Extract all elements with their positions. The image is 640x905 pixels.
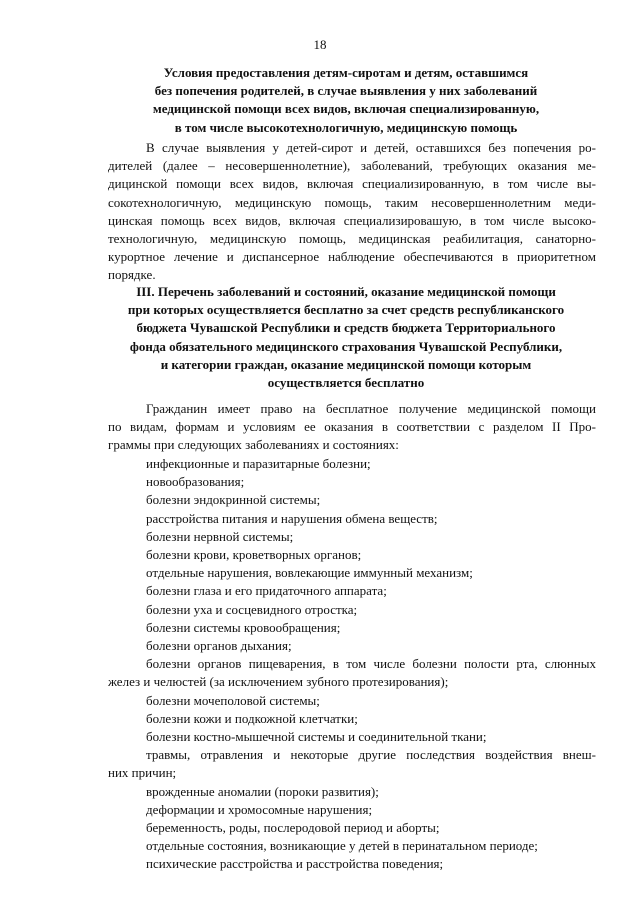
list-item-injuries <box>108 746 596 782</box>
list-item-line: желез и челюстей (за исключением зубного протезирования); <box>108 674 449 690</box>
list-item: расстройства питания и нарушения обмена веществ; <box>146 510 438 526</box>
list-item: болезни органов дыхания; <box>146 638 292 654</box>
list-item: болезни нервной системы; <box>146 528 294 544</box>
paragraph-line: Гражданин имеет право на бесплатное получение медицинской помощи <box>146 401 596 416</box>
list-item-digestive <box>108 655 596 691</box>
list-item: врожденные аномалии (пороки развития); <box>146 783 379 799</box>
list-item: болезни кожи и подкожной клетчатки; <box>146 710 358 726</box>
paragraph-line: цинская помощь всех видов, включая специализировашую, в том числе высоко- <box>108 212 596 228</box>
list-item: болезни крови, кроветворных органов; <box>146 547 362 563</box>
paragraph-line: граммы при следующих заболеваниях и состояниях: <box>108 437 399 453</box>
list-item: болезни глаза и его придаточного аппарата; <box>146 583 387 599</box>
section-iii-heading <box>96 283 596 392</box>
heading-line: Условия предоставления детям-сиротам и детям, оставшимся <box>163 65 529 80</box>
list-item: психические расстройства и расстройства поведения; <box>146 856 444 872</box>
heading-line: и категории граждан, оказание медицинской помощи которым <box>160 356 532 372</box>
paragraph-line: порядке. <box>108 267 156 283</box>
heading-line: фонда обязательного медицинского страхования Чувашской Республики, <box>129 338 563 354</box>
list-item: болезни эндокринной системы; <box>146 492 321 508</box>
list-item: болезни уха и сосцевидного отростка; <box>146 601 358 617</box>
paragraph-line: дицинской помощи всех видов, включая специализированную, в том числе вы- <box>108 176 596 192</box>
intro-paragraph <box>108 139 596 285</box>
paragraph-line: по видам, формам и условиям ее оказания в соответствии с разделом II Про- <box>108 419 596 435</box>
heading-line: медицинской помощи всех видов, включая специализированную, <box>152 101 540 117</box>
section-heading-orphans <box>96 64 596 137</box>
disease-list <box>108 455 596 874</box>
heading-line: III. Перечень заболеваний и состояний, оказание медицинской помощи <box>136 284 556 299</box>
list-item: беременность, роды, послеродовой период и аборты; <box>146 820 440 836</box>
list-item: новообразования; <box>146 474 245 490</box>
heading-line: при которых осуществляется бесплатно за счет средств республиканского <box>127 302 565 318</box>
list-item: болезни системы кровообращения; <box>146 619 341 635</box>
list-item: отдельные нарушения, вовлекающие иммунный механизм; <box>146 565 473 581</box>
list-item: болезни мочеполовой системы; <box>146 692 320 708</box>
list-item: инфекционные и паразитарные болезни; <box>146 456 371 471</box>
section-iii-paragraph <box>108 400 596 455</box>
heading-line: осуществляется бесплатно <box>267 375 425 391</box>
heading-line: без попечения родителей, в случае выявления у них заболеваний <box>154 83 538 99</box>
heading-line: в том числе высокотехнологичную, медицинскую помощь <box>174 119 518 135</box>
paragraph-line: дителей (далее – несовершеннолетние), заболеваний, требующих оказания ме- <box>108 158 596 174</box>
paragraph-line: технологичную, медицинскую помощь, медицинская реабилитация, санаторно- <box>108 231 596 247</box>
list-item-line: травмы, отравления и некоторые другие последствия воздействия внеш- <box>146 747 596 763</box>
list-item-line: них причин; <box>108 765 177 781</box>
paragraph-line: сокотехнологичную, медицинскую помощь, таким несовершеннолетним меди- <box>108 194 596 210</box>
list-item: деформации и хромосомные нарушения; <box>146 801 373 817</box>
heading-line: бюджета Чувашской Республики и средств бюджета Территориального <box>136 320 556 336</box>
paragraph-line: В случае выявления у детей-сирот и детей, оставшихся без попечения ро- <box>146 140 596 155</box>
list-item: отдельные состояния, возникающие у детей в перинатальном периоде; <box>146 838 538 854</box>
page-number: 18 <box>313 37 327 52</box>
list-item-line: болезни органов пищеварения, в том числе болезни полости рта, слюнных <box>146 656 596 672</box>
paragraph-line: курортное лечение и диспансерное наблюдение обеспечиваются в приоритетном <box>108 249 596 265</box>
list-item: болезни костно-мышечной системы и соединительной ткани; <box>146 729 487 745</box>
